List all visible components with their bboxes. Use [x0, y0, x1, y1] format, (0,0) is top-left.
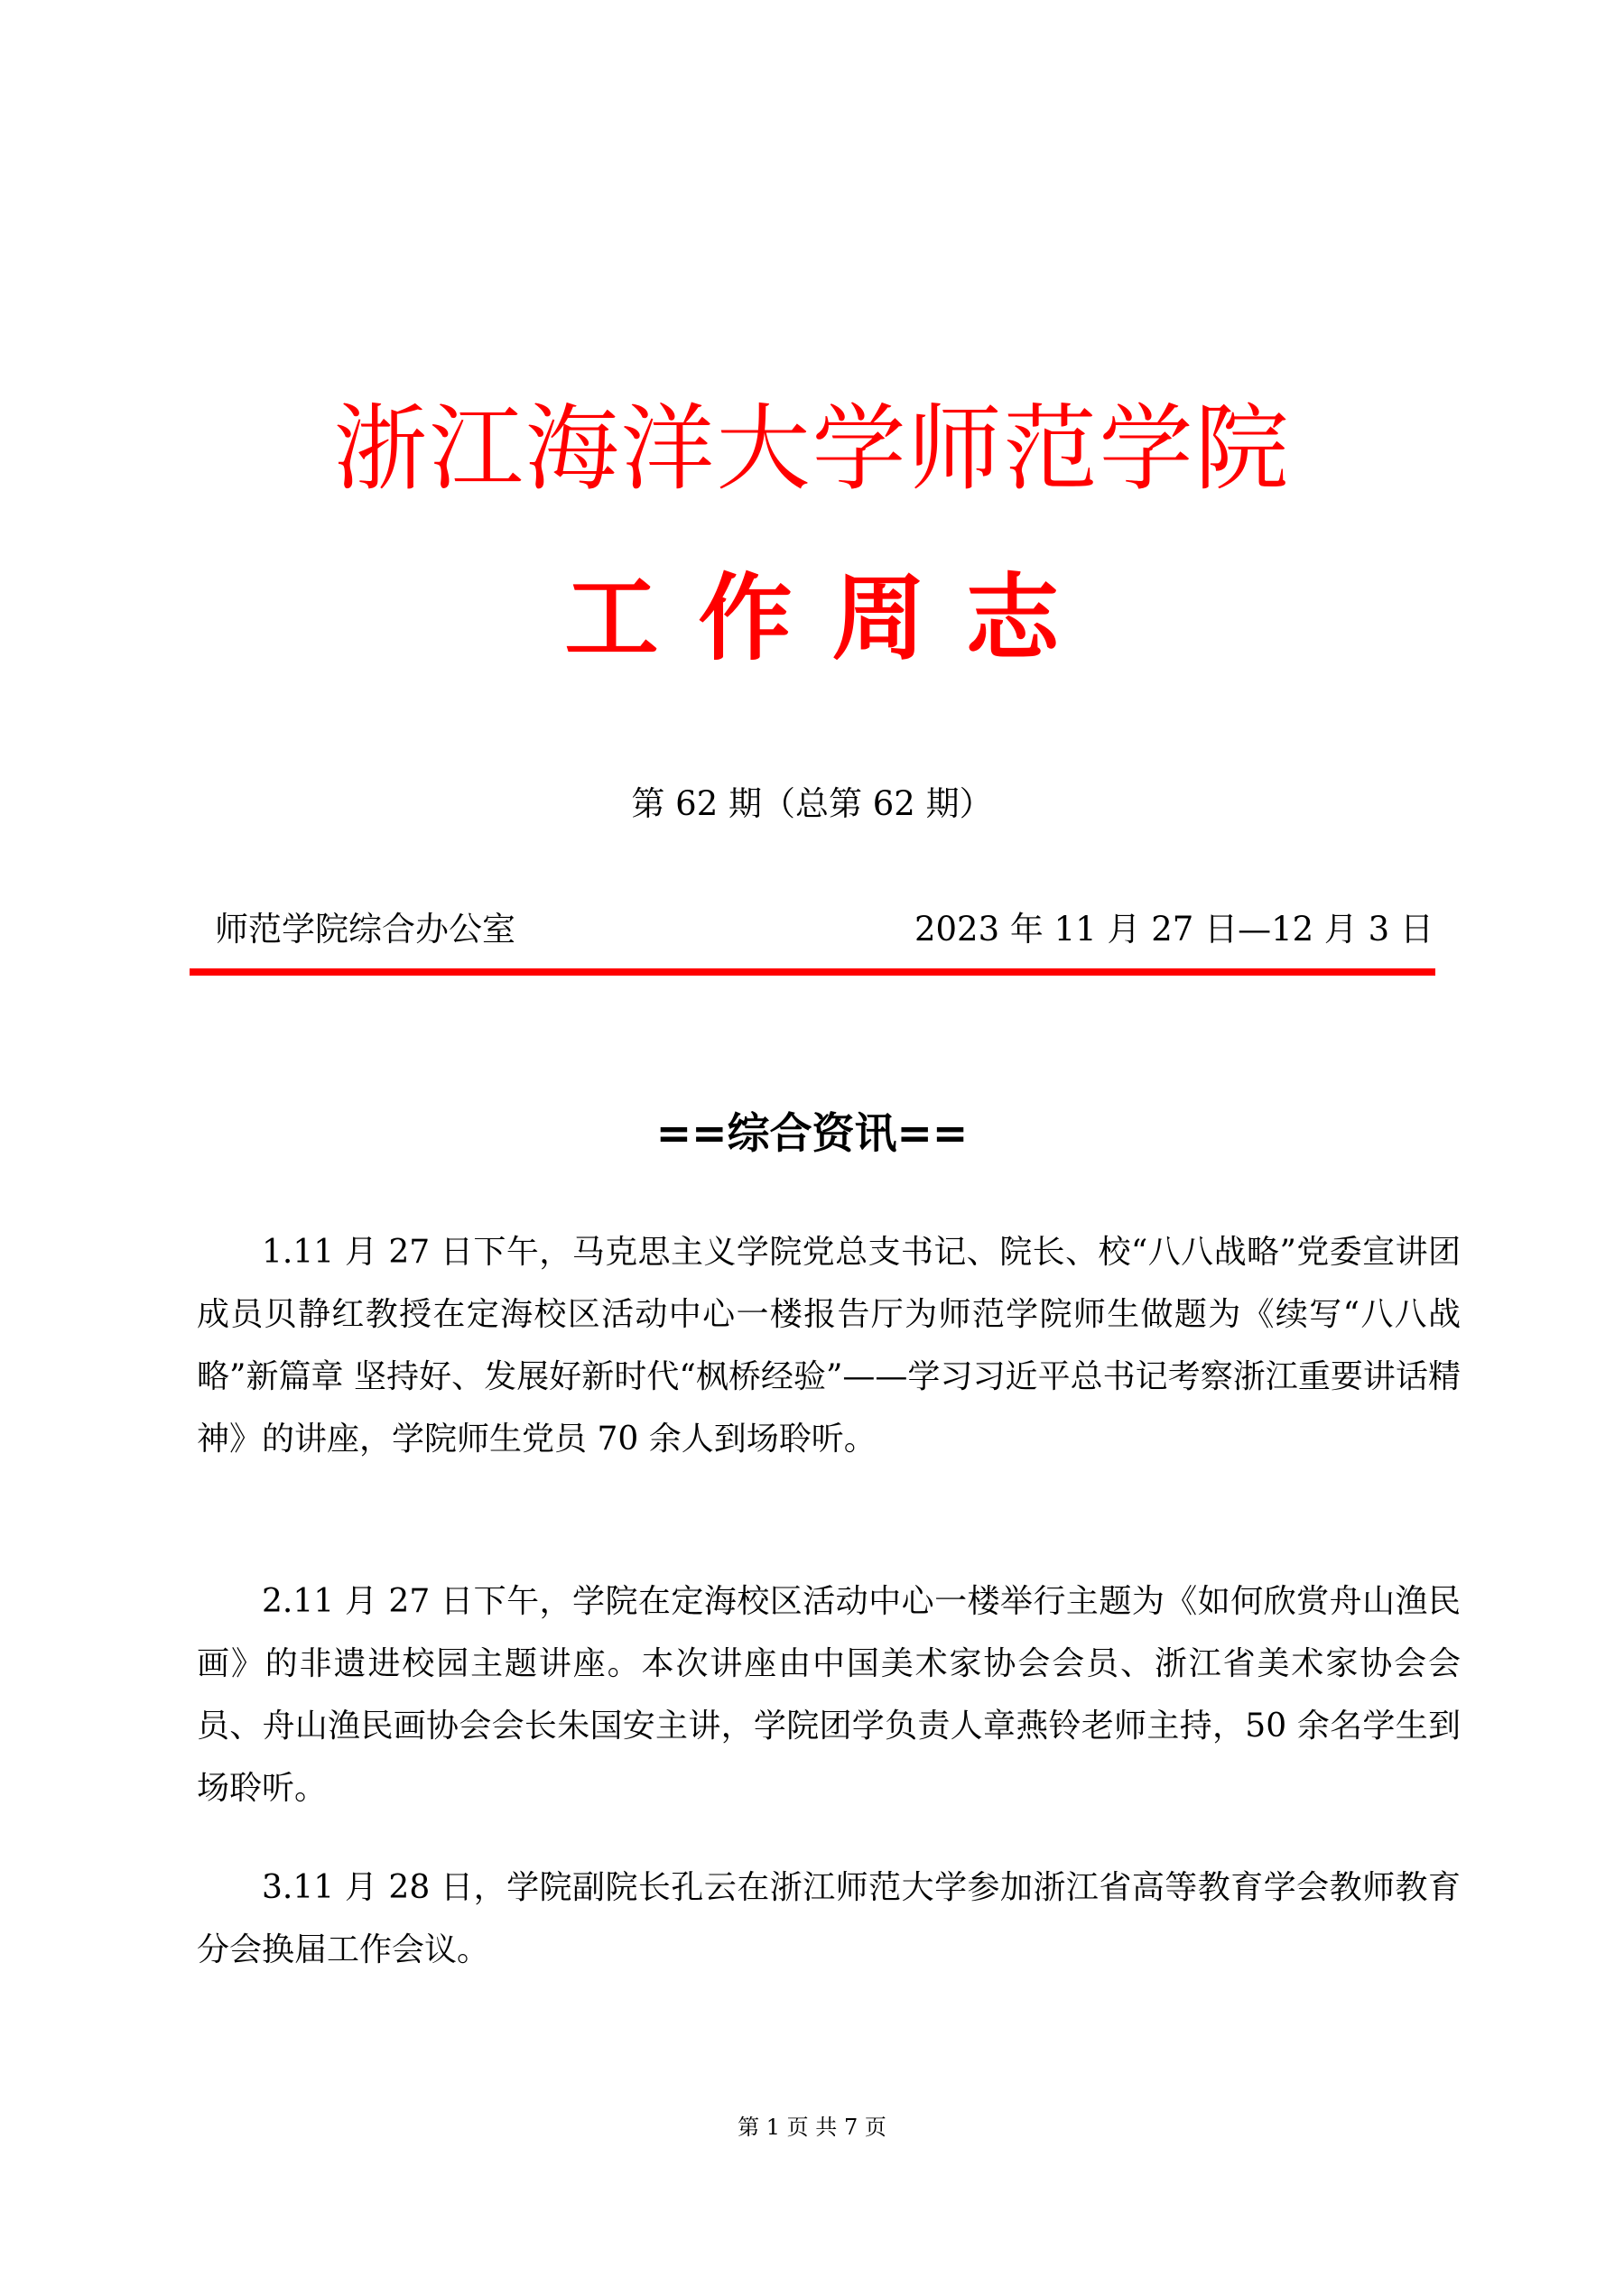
publisher-name: 师范学院综合办公室 — [215, 910, 515, 949]
publication-title-char: 志 — [965, 563, 1060, 673]
date-range: 2023 年 11 月 27 日—12 月 3 日 — [914, 910, 1434, 949]
page-footer: 第 1 页 共 7 页 — [738, 2115, 886, 2140]
section-heading: ==综合资讯== — [655, 1109, 969, 1159]
masthead-meta — [215, 903, 1434, 957]
publication-title-char: 作 — [698, 563, 793, 673]
news-item: 3.11 月 28 日，学院副院长孔云在浙江师范大学参加浙江省高等教育学会教师教育分会换届工作会议。 — [197, 1869, 1461, 1968]
issue-number: 第 62 期（总第 62 期） — [631, 784, 993, 823]
publication-title — [0, 560, 1624, 677]
institution-title: 浙江海洋大学师范学院 — [333, 393, 1291, 504]
publication-title-char: 工 — [564, 563, 659, 673]
news-item: 1.11 月 27 日下午，马克思主义学院党总支书记、院长、校“八八战略”党委宣讲团成员贝静红教授在定海校区活动中心一楼报告厅为师范学院师生做题为《续写“八八战略”新篇章 坚持好、发展好新时代“枫桥经验”——学习习近平总书记考察浙江重要讲话精神》的讲座，学院师生党员 70 余人到场聆听。 — [197, 1234, 1461, 1458]
publication-title-char: 周 — [831, 563, 926, 673]
header-divider — [190, 968, 1435, 976]
news-item: 2.11 月 27 日下午，学院在定海校区活动中心一楼举行主题为《如何欣赏舟山渔民画》的非遗进校园主题讲座。本次讲座由中国美术家协会会员、浙江省美术家协会会员、舟山渔民画协会会长朱国安主讲，学院团学负责人章燕铃老师主持，50 余名学生到场聆听。 — [197, 1583, 1461, 1807]
